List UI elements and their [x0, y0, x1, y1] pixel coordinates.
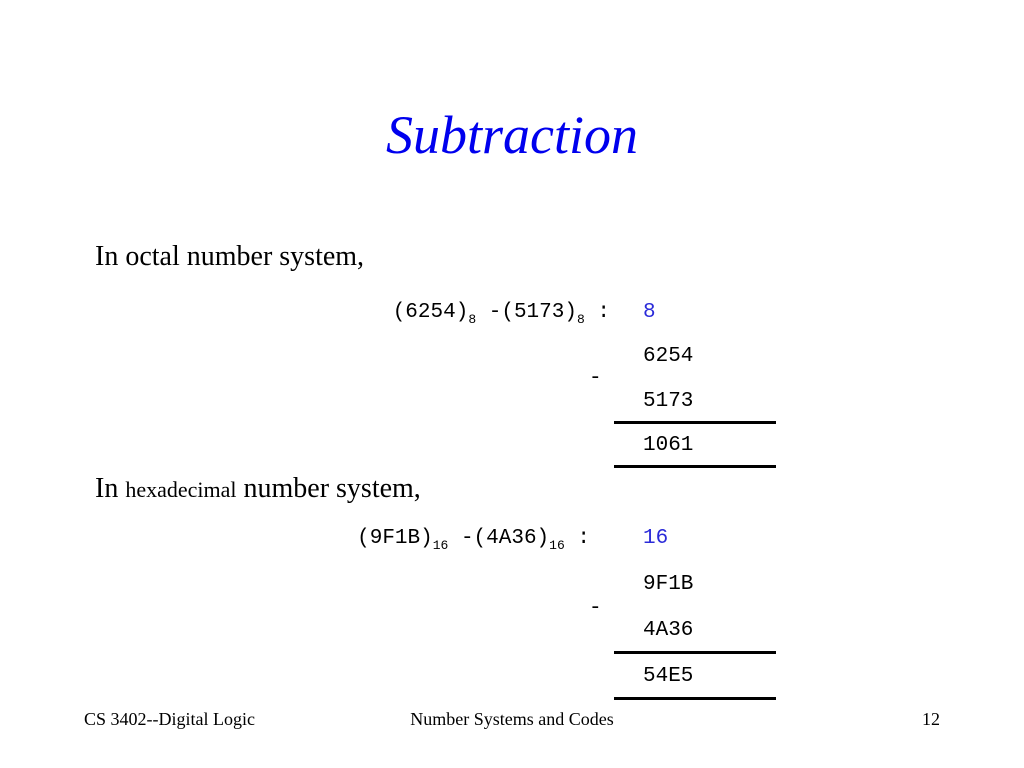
hex-intro-small: hexadecimal [125, 477, 237, 502]
octal-minuend: 6254 [643, 345, 694, 368]
hex-expression [240, 526, 590, 552]
hex-base-label: 16 [643, 527, 669, 550]
hex-subtrahend: 4A36 [643, 619, 694, 642]
octal-top-rule [614, 421, 776, 424]
hex-intro-suffix: number system, [236, 473, 421, 504]
footer-page-number: 12 [922, 709, 940, 729]
octal-result: 1061 [643, 434, 694, 457]
hex-expr-colon: : [577, 527, 590, 550]
octal-expr-colon: : [597, 301, 610, 324]
octal-bottom-rule [614, 465, 776, 468]
octal-expr-right-base: 8 [576, 312, 585, 327]
octal-subtrahend: 5173 [643, 390, 694, 413]
octal-expr-minus: -(5173) [476, 301, 577, 324]
hex-top-rule [614, 651, 776, 654]
octal-base-label: 8 [643, 301, 656, 324]
hex-intro-prefix: In [95, 473, 126, 504]
hex-expr-left: (9F1B) [357, 527, 433, 550]
hex-expr-right-base: 16 [549, 538, 565, 553]
footer-course: CS 3402--Digital Logic [84, 709, 255, 729]
hex-expr-left-base: 16 [432, 538, 449, 553]
hex-minus-sign: - [589, 597, 602, 620]
slide-title: Subtraction [386, 105, 638, 165]
hex-bottom-rule [614, 697, 776, 700]
octal-intro: In octal number system, [95, 241, 365, 272]
octal-expression [280, 300, 610, 326]
octal-expr-left: (6254) [392, 301, 469, 324]
octal-expr-left-base: 8 [468, 312, 477, 327]
hex-expr-minus: -(4A36) [448, 527, 550, 550]
hex-minuend: 9F1B [643, 573, 694, 596]
hex-intro [95, 472, 421, 507]
footer-topic: Number Systems and Codes [410, 709, 614, 729]
hex-result: 54E5 [643, 665, 694, 688]
octal-minus-sign: - [589, 367, 602, 390]
